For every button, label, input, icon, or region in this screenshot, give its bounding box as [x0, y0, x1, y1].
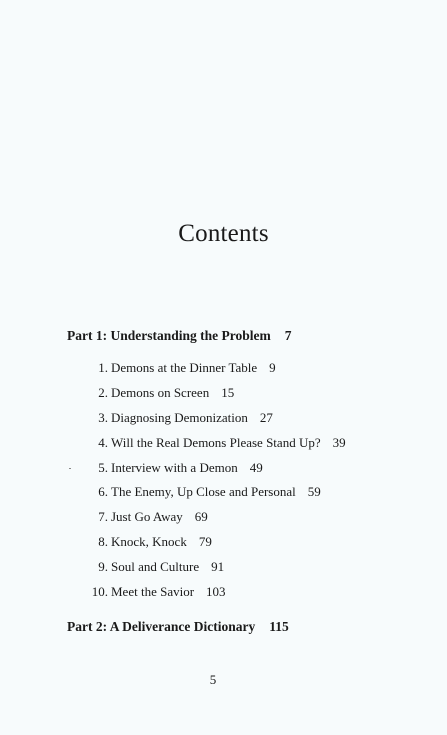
- toc-entry: [80, 530, 346, 555]
- chapter-number: 4.: [98, 434, 108, 450]
- toc-entry: [80, 554, 346, 579]
- chapter-number: 6.: [98, 484, 108, 500]
- chapter-title: Demons on Screen: [111, 385, 210, 401]
- toc-entry: [80, 406, 346, 431]
- chapter-title: Knock, Knock: [111, 533, 187, 549]
- part-heading-page: 115: [269, 619, 289, 634]
- chapter-page: 27: [259, 409, 273, 425]
- print-speck: [69, 468, 71, 469]
- page-number: 5: [209, 672, 217, 687]
- chapter-number: 7.: [98, 509, 108, 525]
- chapter-title: Interview with a Demon: [111, 459, 238, 475]
- toc-entry: [80, 579, 346, 604]
- chapter-number: 2.: [98, 385, 108, 401]
- chapter-page: 103: [206, 583, 226, 599]
- page-title: Contents: [178, 219, 269, 247]
- chapter-title: Meet the Savior: [111, 583, 195, 599]
- chapter-page: 15: [221, 385, 235, 401]
- part-heading-label: Part 1: Understanding the Problem: [67, 328, 271, 343]
- chapter-page: 9: [269, 360, 276, 376]
- toc-entry: [80, 430, 346, 455]
- part-heading-label: Part 2: A Deliverance Dictionary: [67, 619, 256, 634]
- chapter-page: 69: [194, 509, 208, 525]
- chapter-title: The Enemy, Up Close and Personal: [111, 484, 296, 500]
- chapter-number: 5.: [98, 459, 108, 475]
- chapter-title: Demons at the Dinner Table: [111, 360, 258, 376]
- chapter-number: 8.: [98, 533, 108, 549]
- toc-entry: [80, 356, 346, 381]
- toc-entry: [80, 480, 346, 505]
- part-heading-page: 7: [284, 328, 292, 343]
- chapter-number: 1.: [98, 360, 108, 376]
- chapter-number: 10.: [91, 583, 108, 599]
- chapter-title: Just Go Away: [111, 509, 183, 525]
- chapter-title: Soul and Culture: [111, 558, 200, 574]
- toc-entry: [80, 455, 346, 480]
- chapter-title: Diagnosing Demonization: [111, 409, 248, 425]
- chapter-title: Will the Real Demons Please Stand Up?: [111, 434, 321, 450]
- chapter-number: 3.: [98, 409, 108, 425]
- chapter-page: 91: [211, 558, 225, 574]
- chapter-page: 49: [249, 459, 263, 475]
- toc-entry: [80, 381, 346, 406]
- part-heading-2: [67, 619, 289, 635]
- chapter-list: [80, 356, 346, 604]
- chapter-page: 59: [307, 484, 321, 500]
- toc-entry: [80, 505, 346, 530]
- part-heading-1: [67, 328, 292, 344]
- chapter-page: 39: [332, 434, 346, 450]
- chapter-number: 9.: [98, 558, 108, 574]
- chapter-page: 79: [198, 533, 212, 549]
